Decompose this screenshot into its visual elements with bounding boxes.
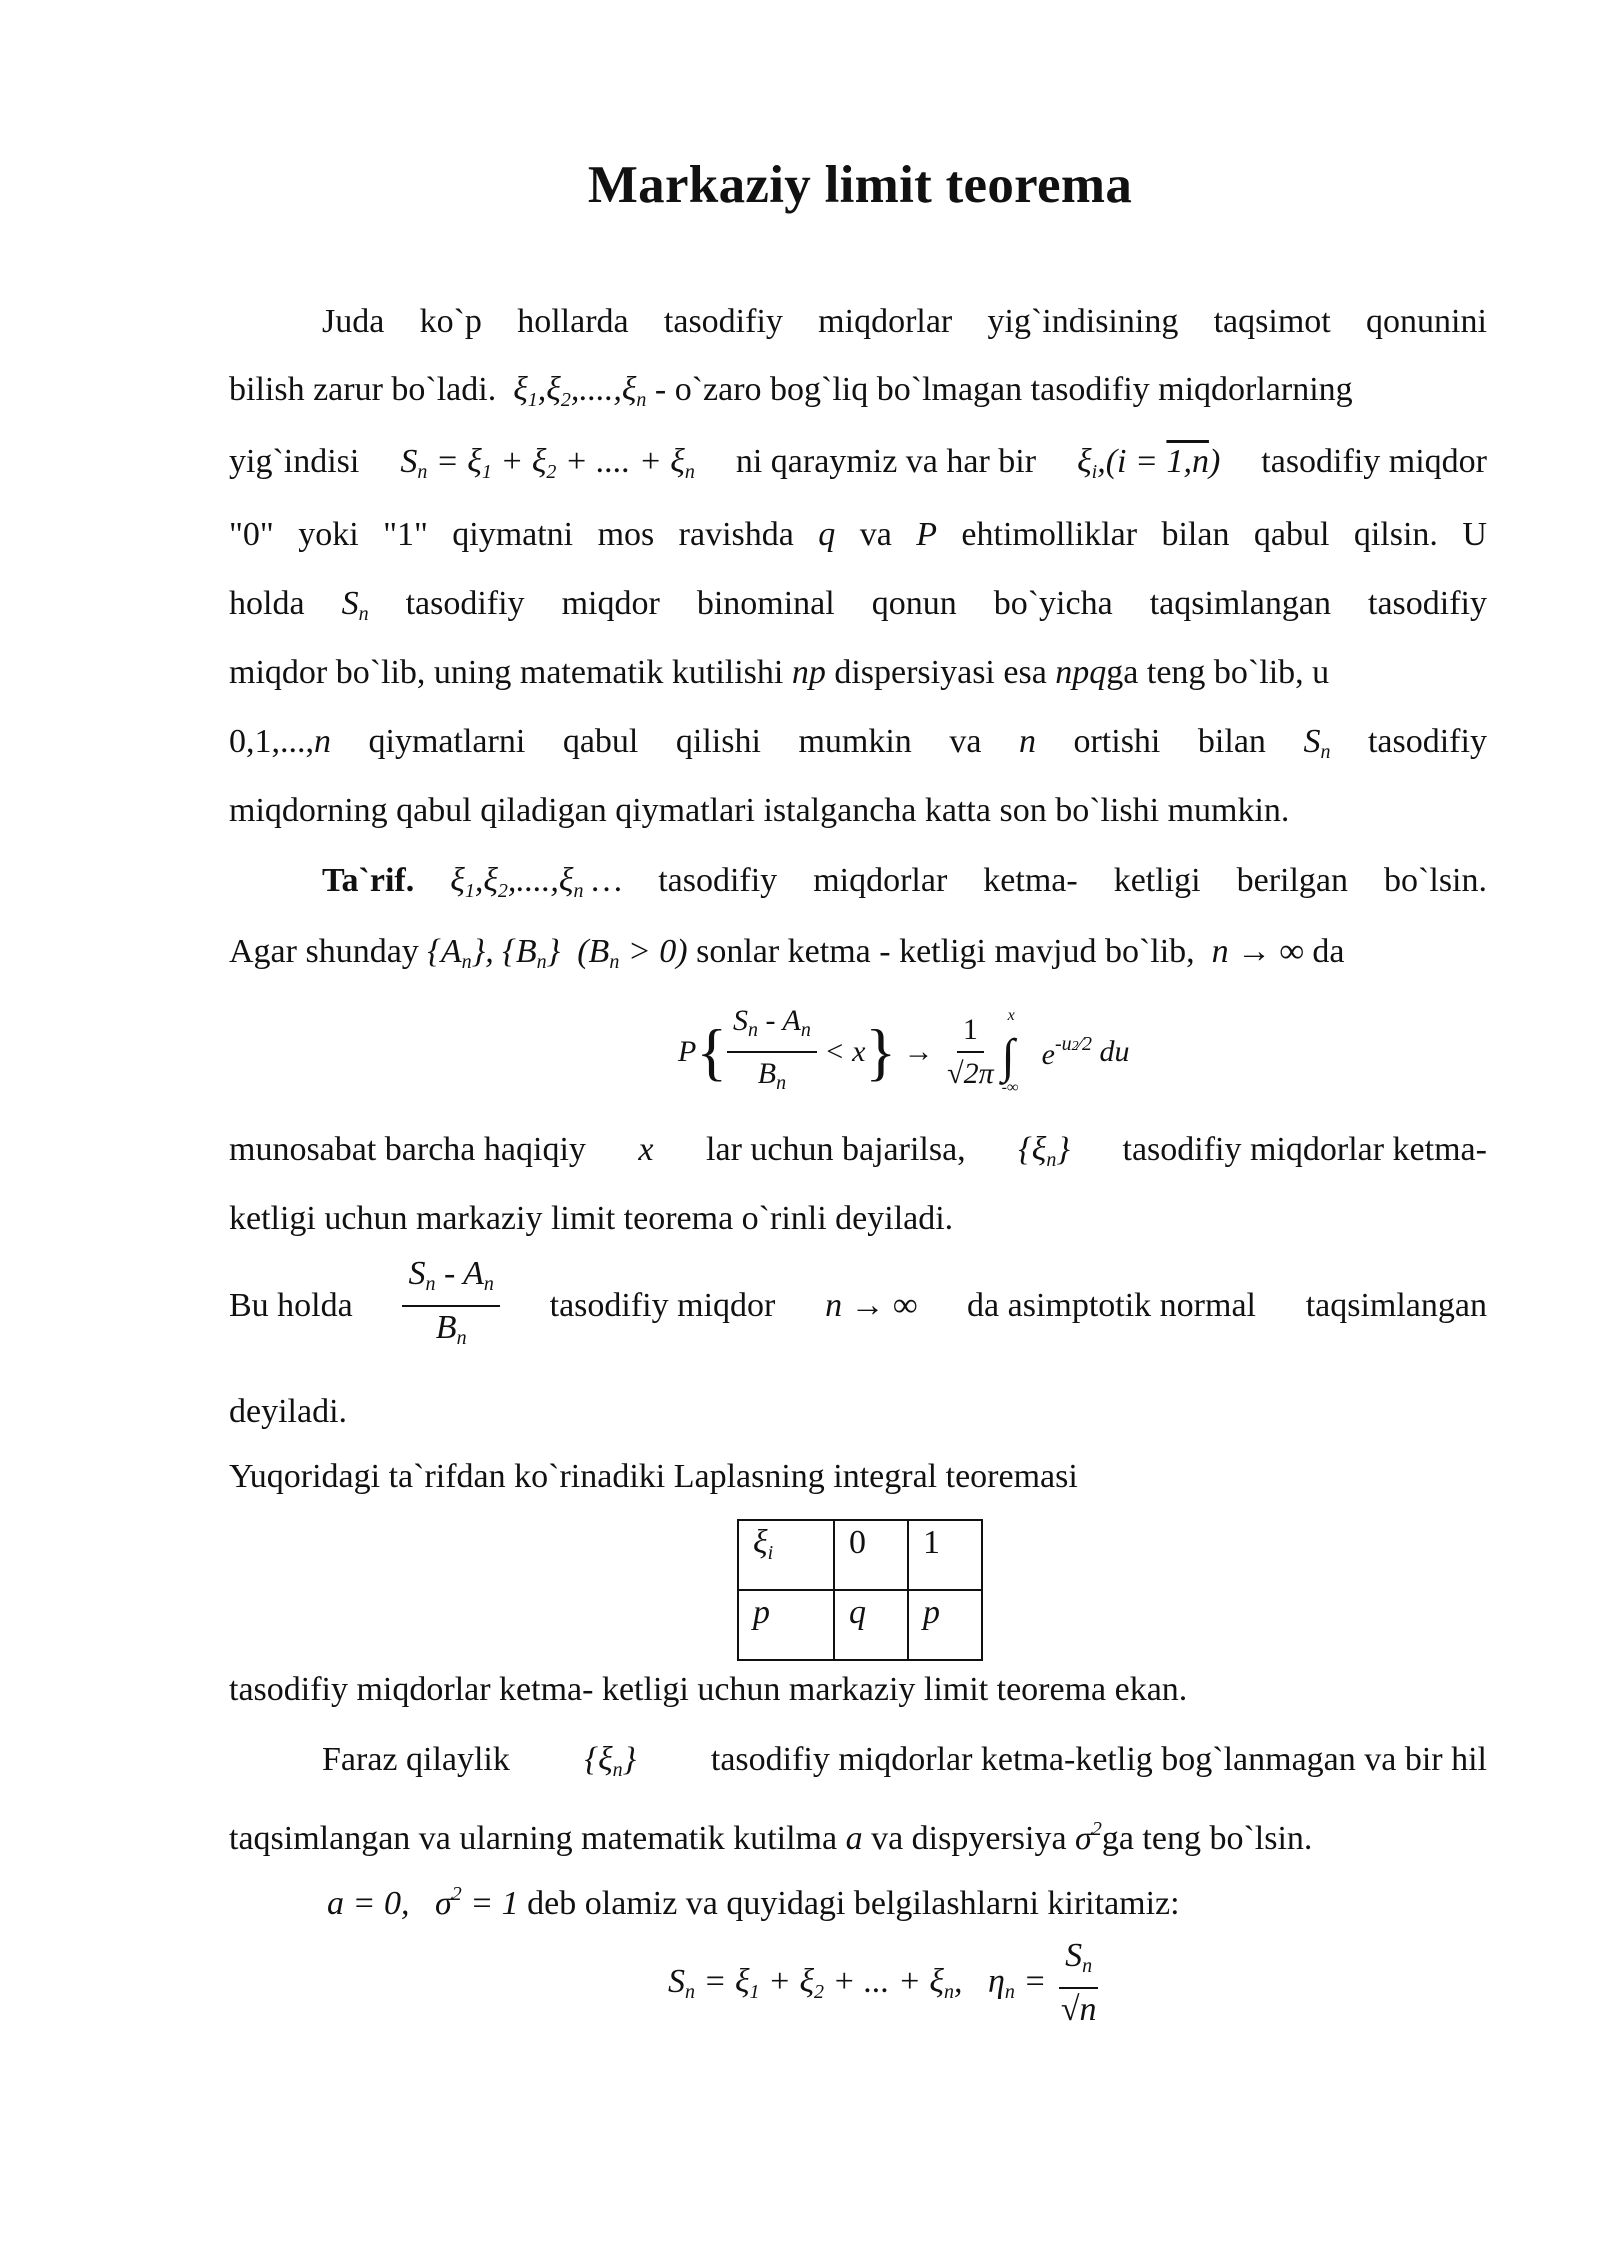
word: qabul	[1253, 516, 1330, 553]
word: tasodifiy	[405, 585, 525, 622]
word: holda	[229, 585, 305, 622]
table-cell: 0	[834, 1520, 908, 1590]
sigma-squared: $\sigma^2$	[1075, 1818, 1102, 1857]
table-cell: p	[738, 1590, 834, 1660]
text: ni qaraymiz va har bir	[735, 443, 1037, 480]
word: hollarda	[517, 303, 629, 340]
paragraph-3-line-1: tasodifiy miqdorlar ketma- ketligi uchun markaziy limit teorema ekan.	[229, 1671, 1188, 1708]
eta-definition-formula: $S_n = \xi_1 + \xi_2$ + ... + $\xi_n$, $\eta_n$ = $\frac{S_n}{√n}$	[668, 1937, 1097, 2028]
paragraph-1-line-8: miqdorning qabul qiladigan qiymatlari istalgancha katta son bo`lishi mumkin.	[229, 792, 1290, 829]
definition-line-4: ketligi uchun markaziy limit teorema o`rinli deyiladi.	[229, 1200, 954, 1237]
text: va dispyersiya	[871, 1820, 1067, 1857]
text: munosabat barcha haqiqiy	[229, 1131, 586, 1168]
page-title: Markaziy limit teorema	[587, 156, 1133, 214]
word: U	[1462, 516, 1487, 553]
word: mos	[597, 516, 655, 553]
text: miqdor bo`lib, uning matematik kutilishi	[229, 654, 784, 691]
xi-sequence-formula: $\xi_1,\xi_2,....,\xi_n$ …	[450, 862, 623, 902]
definition-line-3	[229, 1128, 1487, 1182]
text: - o`zaro bog`liq bo`lmagan tasodifiy miqdorlarning	[654, 371, 1353, 408]
range-formula: 0,1,...,n	[229, 723, 331, 760]
word: Juda	[322, 303, 385, 340]
n-symbol: n	[1018, 723, 1036, 760]
word: ko`p	[419, 303, 482, 340]
x-symbol: x	[638, 1131, 654, 1168]
word: miqdorlar	[818, 303, 953, 340]
text: tasodifiy miqdor	[549, 1287, 776, 1324]
word: bilan	[1197, 723, 1266, 760]
text: taqsimlangan	[1305, 1287, 1487, 1324]
text: lar uchun bajarilsa,	[706, 1131, 966, 1168]
paragraph-2-line-1	[229, 1255, 1487, 1352]
npq-symbol: npq	[1055, 654, 1107, 691]
word: qiymatni	[452, 516, 574, 553]
word: tasodifiy	[658, 862, 778, 899]
s-n-symbol: $S_n$	[341, 585, 369, 625]
text: yig`indisi	[229, 443, 360, 480]
assumption-formula: a = 0, $\sigma^2 = 1$	[327, 1883, 519, 1922]
xi-sequence-formula: $\xi_1,\xi_2,....,\xi_n$	[504, 371, 647, 411]
paragraph-1-line-2	[229, 368, 1487, 422]
word: bo`lsin.	[1384, 862, 1487, 899]
word: berilgan	[1236, 862, 1349, 899]
text: da asimptotik normal	[967, 1287, 1256, 1324]
table-cell: 1	[908, 1520, 982, 1590]
word: bilan	[1161, 516, 1230, 553]
xi-n-set: $\{\xi_n\}$	[584, 1741, 637, 1781]
text: Faraz qilaylik	[322, 1741, 510, 1778]
word: tasodifiy	[1367, 723, 1487, 760]
text: taqsimlangan va ularning matematik kutilma	[229, 1820, 838, 1857]
text: sonlar ketma - ketligi mavjud bo`lib,	[696, 933, 1195, 970]
text: tasodifiy miqdorlar ketma-ketlig bog`lanmagan va bir hil	[710, 1741, 1487, 1778]
word: ravishda	[678, 516, 794, 553]
word: taqsimlangan	[1149, 585, 1331, 622]
n-to-infinity: n → ∞	[1203, 933, 1304, 970]
a-symbol: a	[845, 1820, 863, 1857]
paragraph-1-line-4	[229, 513, 1487, 557]
word: qilsin.	[1353, 516, 1438, 553]
word: ketligi	[1113, 862, 1201, 899]
word: ketma-	[983, 862, 1078, 899]
word: miqdorlar	[813, 862, 948, 899]
xi-n-set: $\{\xi_n\}$	[1018, 1131, 1070, 1171]
table-row	[738, 1590, 982, 1660]
text: deb olamiz va quyidagi belgilashlarni kiritamiz:	[527, 1885, 1180, 1922]
sum-formula: $S_n = \xi_1 + \xi_2$ + .... + $\xi_n$	[400, 443, 695, 483]
np-symbol: np	[791, 654, 826, 691]
word: qiymatlarni	[368, 723, 526, 760]
word: bo`yicha	[993, 585, 1113, 622]
word: mumkin	[798, 723, 912, 760]
table-cell: q	[834, 1590, 908, 1660]
text: tasodifiy miqdorlar ketma-	[1122, 1131, 1487, 1168]
paragraph-4-line-1	[322, 1738, 1487, 1792]
word: yig`indisining	[987, 303, 1179, 340]
word: va	[949, 723, 982, 760]
word: qilishi	[675, 723, 761, 760]
definition-label: Ta`rif.	[322, 862, 415, 899]
clt-formula: P{ $\frac{S_n - A_n}{B_n}$ < x} → $\frac{1}{√2\pi}$ x ∫ -∞ $e^{-u2⁄2}$ du	[678, 1000, 1129, 1104]
word: taqsimot	[1213, 303, 1331, 340]
word: ortishi	[1073, 723, 1161, 760]
paragraph-4-line-3	[327, 1872, 1585, 1926]
word: tasodifiy	[1368, 585, 1487, 622]
word: qonunini	[1366, 303, 1487, 340]
word: "1"	[383, 516, 428, 553]
an-bn-formula: $\{A_n\}$, $\{B_n\} (B_n > 0)$	[427, 933, 688, 973]
word: "0"	[229, 516, 274, 553]
n-to-infinity: n → ∞	[825, 1287, 918, 1324]
text: Agar shunday	[229, 933, 419, 970]
s-n-symbol: $S_n$	[1303, 723, 1331, 763]
xi-i-formula: $\xi_i,(i = 1,n)$	[1077, 443, 1221, 483]
text: tasodifiy miqdor	[1261, 443, 1487, 480]
word: yoki	[298, 516, 359, 553]
text: Bu holda	[229, 1287, 353, 1324]
definition-line-2	[229, 930, 1487, 984]
table-cell: $\xi_i$	[738, 1520, 834, 1590]
text: ga teng bo`lsin.	[1101, 1820, 1313, 1857]
paragraph-2-line-3: Yuqoridagi ta`rifdan ko`rinadiki Laplasning integral teoremasi	[229, 1458, 1078, 1495]
paragraph-4-line-2	[229, 1807, 1487, 1861]
paragraph-1-line-5	[229, 582, 1487, 636]
paragraph-1-line-6	[229, 651, 1487, 695]
q-symbol: q	[818, 516, 836, 553]
text: dispersiyasi esa	[834, 654, 1047, 691]
table-cell: p	[908, 1590, 982, 1660]
text: da	[1312, 933, 1345, 970]
paragraph-1-line-1	[322, 300, 1487, 344]
word: ehtimolliklar	[961, 516, 1138, 553]
word: qonun	[871, 585, 957, 622]
paragraph-1-line-3	[229, 440, 1487, 494]
text: ga teng bo`lib, u	[1106, 654, 1330, 691]
paragraph-1-line-7	[229, 720, 1487, 774]
word: va	[859, 516, 892, 553]
word: miqdor	[561, 585, 660, 622]
word: binominal	[696, 585, 835, 622]
paragraph-2-line-2: deyiladi.	[229, 1393, 348, 1430]
text: bilish zarur bo`ladi.	[229, 371, 497, 408]
distribution-table	[737, 1519, 983, 1661]
table-row	[738, 1520, 982, 1590]
word: tasodifiy	[663, 303, 783, 340]
p-symbol: P	[916, 516, 937, 553]
normalized-sum-fraction: $\frac{S_n - A_n}{B_n}$	[402, 1253, 499, 1359]
definition-line-1	[322, 859, 1487, 913]
word: qabul	[562, 723, 639, 760]
